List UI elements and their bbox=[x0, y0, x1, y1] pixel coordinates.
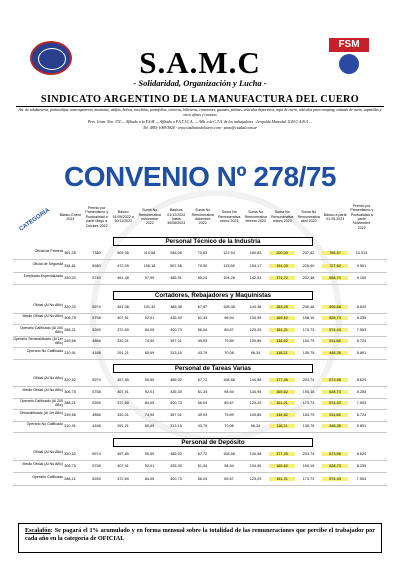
table-cell: 144,38 bbox=[249, 304, 262, 309]
table-cell: 177,45 bbox=[269, 378, 295, 382]
table-cell: 8.620 bbox=[356, 451, 367, 456]
row-label: Operario Semicalificado (Al 1er Aflic) bbox=[13, 337, 63, 345]
table-cell: 313,15 bbox=[170, 350, 182, 355]
convenio-title: CONVENIO Nº 278/75 bbox=[64, 161, 336, 192]
row-label: Semicalificado (Al 1er Aflic) bbox=[19, 410, 63, 415]
row-label: Operario Calificado (Al 200 Aflic) bbox=[19, 399, 63, 407]
table-cell: 673,98 bbox=[322, 378, 348, 382]
table-cell: 695,68 bbox=[322, 305, 348, 309]
table-cell: 89,67 bbox=[224, 401, 234, 405]
table-cell: 203,74 bbox=[302, 451, 315, 456]
table-cell: 7380 bbox=[92, 251, 101, 255]
table-cell: 5.891 bbox=[356, 424, 367, 428]
table-cell: 357,01 bbox=[170, 412, 182, 417]
row-label: Medio Oficial (Al No Aflic) bbox=[22, 387, 63, 392]
table-cell: 435,30 bbox=[170, 464, 182, 468]
row-label: Operario No Calificado bbox=[26, 348, 63, 353]
table-cell: 407,91 bbox=[117, 464, 129, 468]
table-cell: 5740 bbox=[92, 276, 101, 280]
table-cell: 92,01 bbox=[144, 316, 155, 320]
table-cell: 61,34 bbox=[197, 464, 208, 468]
table-cell: 89,67 bbox=[224, 476, 234, 481]
table-cell: 334,81 bbox=[64, 263, 76, 268]
table-cell: 5758 bbox=[92, 389, 101, 394]
table-cell: 134,95 bbox=[249, 389, 262, 394]
table-cell: 507,96 bbox=[170, 263, 182, 268]
table-cell: 628,73 bbox=[322, 464, 348, 468]
column-header: Suma No Remunerativa febrero 2023 bbox=[244, 210, 267, 224]
table-cell: 79,89 bbox=[224, 339, 234, 343]
table-cell: 104,28 bbox=[223, 276, 235, 280]
table-cell: 332,01 bbox=[117, 339, 129, 343]
table-cell: 154,17 bbox=[249, 263, 262, 268]
table-cell: 171,72 bbox=[269, 276, 295, 280]
row-divider bbox=[13, 284, 387, 285]
table-cell: 49,93 bbox=[197, 339, 208, 343]
table-cell: 372,60 bbox=[117, 401, 129, 405]
table-cell: 628,73 bbox=[322, 316, 348, 320]
table-cell: 84,05 bbox=[144, 401, 155, 405]
table-row bbox=[13, 411, 387, 421]
table-cell: 5758 bbox=[92, 316, 101, 320]
table-cell: 79,89 bbox=[224, 412, 234, 417]
table-cell: 407,91 bbox=[117, 316, 129, 320]
table-cell: 727,62 bbox=[322, 264, 348, 268]
table-cell: 123,29 bbox=[249, 327, 262, 332]
table-cell: 151,21 bbox=[269, 328, 295, 332]
table-cell: 6.724 bbox=[356, 412, 367, 417]
row-label: Oficial de Primera bbox=[34, 249, 63, 253]
table-cell: 230,48 bbox=[302, 304, 315, 309]
table-cell: 123,29 bbox=[249, 476, 262, 481]
fsm-globe-icon bbox=[339, 54, 359, 74]
row-divider bbox=[13, 272, 387, 273]
table-cell: 472,09 bbox=[117, 263, 129, 268]
column-header: Suma No Remunerativa diciembre 2022 bbox=[191, 208, 214, 226]
table-cell: 210,91 bbox=[64, 424, 76, 428]
table-row bbox=[13, 326, 387, 336]
table-cell: 70,90 bbox=[197, 263, 208, 268]
table-cell: 134,95 bbox=[249, 464, 262, 468]
row-label: Empleado Especializado bbox=[23, 274, 63, 278]
table-cell: 9.561 bbox=[356, 263, 367, 268]
table-cell: 8.255 bbox=[356, 316, 367, 320]
table-cell: 4866 bbox=[92, 339, 101, 343]
table-cell: 84,05 bbox=[144, 476, 155, 481]
column-header: Básico Enero 2023 bbox=[59, 212, 81, 221]
note-text: : Se pagará el 1% acumulado y en forma mensual sobre la totalidad de las remuneraciones que percibe el trabajador por cada año en la categoría de OFICIAL bbox=[25, 527, 375, 542]
fine-print-2: Pers. Grem. Nro. 374 — Afiliado a la F.S.M — Afiliado a F.A.T.I.C.A. — Adh. a la C.T.A. de los trabajadores - Leopoldo Marechal 1140 C.A.B.A — bbox=[87, 120, 313, 124]
union-name: SINDICATO ARGENTINO DE LA MANUFACTURA DEL CUERO bbox=[40, 94, 360, 105]
table-row bbox=[13, 249, 387, 259]
table-cell: 123,29 bbox=[249, 401, 262, 405]
table-cell: 89,67 bbox=[224, 327, 234, 332]
section-title: Personal de Depósito bbox=[113, 438, 313, 447]
table-cell: 8.620 bbox=[356, 304, 367, 309]
table-cell: 134,62 bbox=[269, 339, 295, 343]
table-row bbox=[13, 376, 387, 386]
table-cell: 511,68 bbox=[322, 339, 348, 343]
table-cell: 574,43 bbox=[322, 477, 348, 481]
table-cell: 485,92 bbox=[170, 451, 182, 456]
table-cell: 320,20 bbox=[64, 304, 76, 309]
table-cell: 191,00 bbox=[269, 264, 295, 268]
table-cell: 5974 bbox=[92, 304, 101, 309]
table-cell: 5269 bbox=[92, 401, 101, 405]
table-cell: 142,53 bbox=[249, 276, 262, 280]
table-cell: 509,35 bbox=[117, 251, 129, 255]
table-cell: 98,94 bbox=[224, 389, 234, 394]
table-cell: 118,21 bbox=[269, 424, 295, 428]
table-cell: 288,21 bbox=[64, 476, 76, 481]
table-cell: 249,66 bbox=[64, 339, 76, 343]
table-cell: 154,79 bbox=[302, 339, 315, 343]
table-cell: 97,90 bbox=[144, 276, 155, 280]
column-header: Suma No Remunerativa marzo 2023 bbox=[271, 210, 294, 224]
table-row bbox=[13, 450, 387, 460]
table-cell: 65,69 bbox=[144, 350, 155, 355]
fsm-badge: FSM bbox=[329, 38, 369, 52]
table-cell: 160,83 bbox=[249, 251, 262, 255]
table-cell: 5974 bbox=[92, 451, 101, 456]
table-cell: 5269 bbox=[92, 476, 101, 481]
table-cell: 74,90 bbox=[144, 412, 155, 417]
table-cell: 210,91 bbox=[64, 350, 76, 355]
table-cell: 220,90 bbox=[302, 263, 315, 268]
table-cell: 457,85 bbox=[117, 451, 129, 456]
table-cell: 435,30 bbox=[170, 389, 182, 394]
row-label: Oficial de Segunda bbox=[32, 261, 63, 266]
table-cell: 4866 bbox=[92, 412, 101, 417]
table-cell: 108,38 bbox=[223, 304, 235, 309]
table-cell: 151,21 bbox=[269, 401, 295, 405]
table-cell: 165,62 bbox=[269, 390, 295, 394]
table-cell: 8.620 bbox=[356, 378, 367, 382]
row-divider bbox=[13, 259, 387, 260]
table-cell: 288,21 bbox=[64, 327, 76, 332]
row-label: Oficial (Al No Aflic) bbox=[33, 376, 63, 380]
table-cell: 198,15 bbox=[302, 316, 315, 320]
table-cell: 6980 bbox=[92, 263, 101, 268]
table-row bbox=[13, 337, 387, 347]
table-cell: 203,74 bbox=[302, 378, 315, 382]
table-cell: 70,08 bbox=[224, 424, 234, 428]
column-header: Básicos 01/12/2022 hasta 30/06/2023 bbox=[167, 208, 186, 226]
column-header: Premio por Presentismo y Puntualidad a partir Noviembre 2022 bbox=[350, 203, 374, 230]
escalafon-note bbox=[18, 523, 382, 553]
table-cell: 4168 bbox=[92, 350, 101, 355]
note-label: Escalafón bbox=[25, 527, 51, 534]
table-cell: 92,01 bbox=[144, 464, 155, 468]
table-cell: 134,62 bbox=[269, 413, 295, 417]
column-header: Básico a partir 01.05.2023 bbox=[323, 212, 347, 221]
table-cell: 173,73 bbox=[302, 476, 315, 481]
table-cell: 9.150 bbox=[356, 276, 367, 280]
table-cell: 8.255 bbox=[356, 389, 367, 394]
table-cell: 372,60 bbox=[117, 476, 129, 481]
table-cell: 190,15 bbox=[302, 464, 315, 468]
table-cell: 7.553 bbox=[356, 401, 367, 405]
table-row bbox=[13, 388, 387, 398]
table-cell: 154,79 bbox=[302, 412, 315, 417]
table-row bbox=[13, 262, 387, 272]
table-cell: 135,75 bbox=[302, 424, 315, 428]
table-row bbox=[13, 349, 387, 359]
table-cell: 98,94 bbox=[224, 464, 234, 468]
row-divider bbox=[13, 485, 387, 486]
table-row bbox=[13, 399, 387, 409]
section-title: Personal de Tareas Varias bbox=[113, 364, 313, 373]
table-cell: 134,95 bbox=[249, 316, 262, 320]
table-cell: 407,91 bbox=[117, 389, 129, 394]
table-cell: 628,73 bbox=[322, 390, 348, 394]
table-cell: 574,43 bbox=[322, 401, 348, 405]
row-label: Medio Oficial (Al No Aflic) bbox=[22, 314, 63, 318]
table-cell: 5269 bbox=[92, 327, 101, 332]
table-cell: 291,21 bbox=[117, 424, 129, 428]
table-cell: 74,90 bbox=[144, 339, 155, 343]
table-cell: 190,15 bbox=[302, 389, 315, 394]
column-header: Suma No Remunerativa noviembre 2022 bbox=[138, 208, 161, 226]
table-cell: 122,54 bbox=[223, 251, 235, 255]
table-cell: 202,38 bbox=[302, 276, 315, 280]
table-cell: 574,43 bbox=[322, 328, 348, 332]
table-cell: 109,85 bbox=[249, 412, 262, 417]
table-cell: 173,73 bbox=[302, 401, 315, 405]
table-cell: 144,58 bbox=[249, 378, 262, 382]
table-cell: 249,66 bbox=[64, 412, 76, 417]
row-divider bbox=[13, 359, 387, 360]
table-cell: 320,62 bbox=[64, 378, 76, 382]
table-cell: 70,08 bbox=[224, 350, 234, 355]
table-cell: 357,01 bbox=[170, 339, 182, 343]
table-cell: 56,04 bbox=[197, 327, 208, 332]
table-cell: 177,45 bbox=[269, 452, 295, 456]
table-cell: 511,68 bbox=[322, 413, 348, 417]
table-cell: 435,30 bbox=[170, 316, 182, 320]
row-label: Operario Calificado (Al 200 Aflic) bbox=[19, 325, 63, 334]
table-cell: 183,25 bbox=[269, 305, 295, 309]
table-row bbox=[13, 422, 387, 432]
table-cell: 765,57 bbox=[322, 251, 348, 255]
section-title: Cortadores, Rebajadores y Maquinistas bbox=[113, 291, 313, 300]
table-cell: 291,21 bbox=[117, 350, 129, 355]
row-label: Operario No Calificado bbox=[26, 422, 63, 426]
column-header: Premio por Presentismo y Puntualidad a partir Mayo a Octubre 2022 bbox=[85, 205, 109, 228]
table-row bbox=[13, 274, 387, 284]
row-label: Medio Oficial (Al No Aflic) bbox=[22, 462, 63, 466]
table-cell: 400,73 bbox=[170, 327, 182, 332]
row-label: Oficial (Al No Aflic) bbox=[33, 449, 63, 454]
table-cell: 165,62 bbox=[269, 316, 295, 320]
column-header: Suma No Remunerativa enero 2023 bbox=[218, 210, 241, 224]
union-acronym: S.A.M.C bbox=[139, 45, 261, 80]
row-divider bbox=[13, 460, 387, 461]
table-cell: 99,50 bbox=[144, 451, 155, 456]
table-cell: 114,58 bbox=[143, 251, 156, 255]
table-cell: 7.553 bbox=[356, 327, 367, 332]
table-cell: 361,25 bbox=[64, 251, 76, 255]
table-cell: 451,38 bbox=[117, 304, 129, 309]
table-row bbox=[13, 314, 387, 324]
row-label: Oficial (Al No Aflic) bbox=[33, 302, 63, 307]
table-cell: 113,58 bbox=[223, 263, 235, 268]
table-cell: 173,73 bbox=[302, 327, 315, 332]
table-cell: 65,24 bbox=[197, 276, 208, 280]
table-cell: 306,75 bbox=[64, 316, 76, 320]
table-cell: 49,93 bbox=[197, 412, 208, 417]
table-cell: 118,21 bbox=[269, 351, 295, 355]
fine-print-1: Art. de talabartería, portavalijas, marroquinería, monturas, valijas, bolsos, mochilas, portafolios, carteras, billeteras, cinturones, guantes, pelotas, artículos deportivos, ropa de cuero, artículos para camping, calzado de cuero, zapatillas y otros afines y conexos bbox=[18, 108, 382, 117]
table-row bbox=[13, 462, 387, 472]
table-cell: 56,04 bbox=[197, 401, 208, 405]
table-cell: 457,85 bbox=[117, 378, 129, 382]
table-cell: 56,04 bbox=[197, 476, 208, 481]
table-cell: 548,05 bbox=[170, 251, 182, 255]
table-cell: 448,35 bbox=[322, 351, 348, 355]
table-cell: 67,87 bbox=[197, 304, 208, 309]
table-cell: 306,75 bbox=[64, 389, 76, 394]
table-cell: 237,62 bbox=[302, 251, 315, 255]
table-cell: 109,85 bbox=[249, 339, 262, 343]
table-cell: 313,15 bbox=[170, 424, 182, 428]
table-cell: 108,58 bbox=[223, 451, 235, 456]
table-cell: 448,35 bbox=[322, 424, 348, 428]
union-seal-icon bbox=[30, 41, 72, 75]
column-header: Suma No Remunerativa abril 2023 bbox=[297, 210, 320, 224]
table-cell: 151,21 bbox=[269, 477, 295, 481]
table-cell: 5758 bbox=[92, 464, 101, 468]
table-cell: 320,20 bbox=[64, 276, 76, 280]
table-cell: 70,83 bbox=[197, 251, 208, 255]
table-cell: 658,70 bbox=[322, 276, 348, 280]
table-cell: 101,32 bbox=[143, 304, 156, 309]
table-row bbox=[13, 475, 387, 485]
table-cell: 6.724 bbox=[356, 339, 367, 343]
table-cell: 10.313 bbox=[355, 251, 368, 255]
table-cell: 61,34 bbox=[197, 316, 208, 320]
table-cell: 96,34 bbox=[250, 424, 261, 428]
table-cell: 165,62 bbox=[269, 464, 295, 468]
column-header: Básico 01/09/2022 a 30/11/2022 bbox=[112, 210, 134, 224]
table-cell: 5974 bbox=[92, 378, 101, 382]
table-cell: 485,91 bbox=[170, 276, 182, 280]
fine-print-3: Tel: 4855-1069/3820 - www.sindicatodelcuero.com - samc@ciudad.com.ar bbox=[143, 126, 257, 130]
table-cell: 7.553 bbox=[356, 476, 367, 481]
table-cell: 372,60 bbox=[117, 327, 129, 332]
table-cell: 400,73 bbox=[170, 476, 182, 481]
fsm-logo bbox=[329, 38, 369, 82]
union-motto: - Solidaridad, Organización y Lucha - bbox=[133, 78, 267, 88]
table-cell: 96,34 bbox=[250, 350, 261, 355]
section-title: Personal Técnico de la Industria bbox=[113, 237, 313, 246]
table-cell: 144,58 bbox=[249, 451, 262, 456]
table-cell: 67,72 bbox=[197, 378, 208, 382]
table-cell: 43,79 bbox=[197, 424, 208, 428]
table-cell: 320,62 bbox=[64, 451, 76, 456]
table-cell: 92,01 bbox=[144, 389, 155, 394]
table-cell: 8.255 bbox=[356, 464, 367, 468]
table-cell: 84,05 bbox=[144, 327, 155, 332]
table-cell: 485,92 bbox=[170, 378, 182, 382]
table-cell: 43,79 bbox=[197, 350, 208, 355]
table-cell: 673,98 bbox=[322, 452, 348, 456]
table-cell: 485,36 bbox=[170, 304, 182, 309]
table-cell: 200,00 bbox=[269, 251, 295, 255]
table-cell: 106,18 bbox=[143, 263, 156, 268]
table-cell: 65,69 bbox=[144, 424, 155, 428]
table-cell: 99,50 bbox=[144, 378, 155, 382]
header-divider bbox=[16, 106, 384, 107]
table-cell: 5.891 bbox=[356, 350, 367, 355]
row-divider bbox=[13, 472, 387, 473]
row-label: Operario Calificado bbox=[32, 474, 63, 479]
category-header: CATEGORÍA bbox=[18, 207, 52, 233]
table-cell: 108,58 bbox=[223, 378, 235, 382]
table-cell: 135,75 bbox=[302, 350, 315, 355]
table-cell: 332,01 bbox=[117, 412, 129, 417]
table-row bbox=[13, 303, 387, 313]
table-cell: 306,75 bbox=[64, 464, 76, 468]
row-divider bbox=[13, 432, 387, 433]
table-cell: 288,21 bbox=[64, 401, 76, 405]
table-cell: 451,48 bbox=[117, 276, 129, 280]
table-cell: 400,73 bbox=[170, 401, 182, 405]
table-cell: 67,72 bbox=[197, 451, 208, 456]
table-cell: 98,94 bbox=[224, 316, 234, 320]
table-cell: 4168 bbox=[92, 424, 101, 428]
table-cell: 61,34 bbox=[197, 389, 208, 394]
